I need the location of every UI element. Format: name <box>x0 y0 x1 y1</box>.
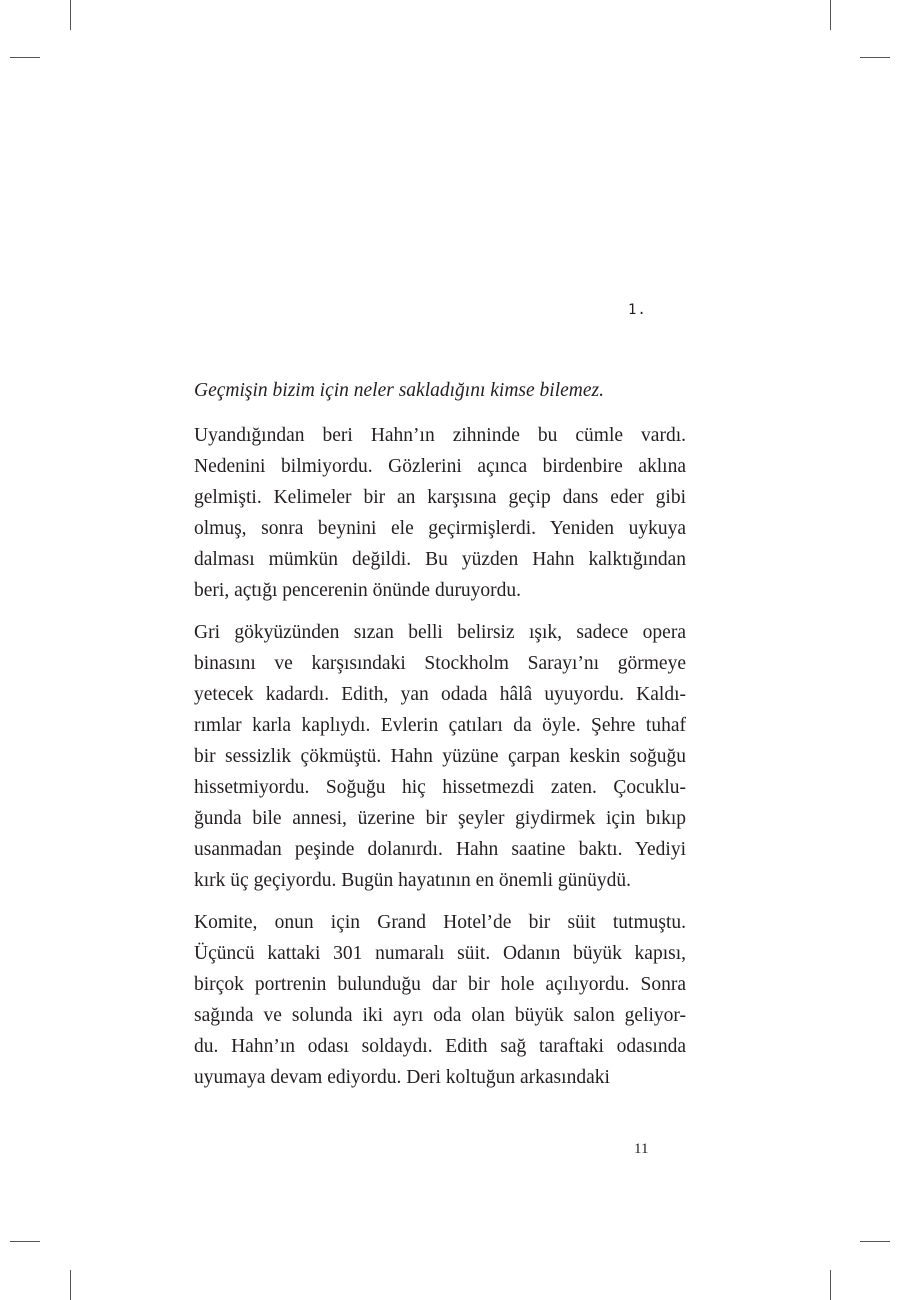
crop-mark-left-top <box>10 57 40 58</box>
text-line: ğunda bile annesi, üzerine bir şeyler giydirmek için bıkıp <box>194 808 686 829</box>
paragraphs <box>194 420 686 1093</box>
crop-mark-top-right <box>830 0 831 30</box>
crop-mark-top-left <box>70 0 71 30</box>
crop-mark-right-top <box>860 57 890 58</box>
crop-mark-left-bottom <box>10 1241 40 1242</box>
crop-mark-bottom-right <box>830 1270 831 1300</box>
text-line: kırk üç geçiyordu. Bugün hayatının en önemli günüydü. <box>194 870 632 891</box>
paragraph <box>194 907 686 1093</box>
text-line: du. Hahn’ın odası soldaydı. Edith sağ taraftaki odasında <box>194 1036 686 1057</box>
text-line: dalması mümkün değildi. Bu yüzden Hahn kalktığından <box>194 549 686 570</box>
text-line: Üçüncü kattaki 301 numaralı süit. Odanın büyük kapısı, <box>194 943 686 964</box>
chapter-number: 1. <box>628 302 647 318</box>
text-line: birçok portrenin bulunduğu dar bir hole açılıyordu. Sonra <box>194 974 686 995</box>
text-line: bir sessizlik çökmüştü. Hahn yüzüne çarpan keskin soğuğu <box>194 746 686 767</box>
epigraph: Geçmişin bizim için neler sakladığını kimse bilemez. <box>194 380 604 401</box>
page-number: 11 <box>634 1141 649 1157</box>
text-line: beri, açtığı pencerenin önünde duruyordu. <box>194 580 522 601</box>
paragraph <box>194 617 686 896</box>
text-line: sağında ve solunda iki ayrı oda olan büyük salon geliyor- <box>194 1005 686 1026</box>
text-line: gelmişti. Kelimeler bir an karşısına geçip dans eder gibi <box>194 487 686 508</box>
text-line: yetecek kadardı. Edith, yan odada hâlâ uyuyordu. Kaldı- <box>194 684 686 705</box>
text-line: Uyandığından beri Hahn’ın zihninde bu cümle vardı. <box>194 425 686 446</box>
crop-mark-bottom-left <box>70 1270 71 1300</box>
text-line: Komite, onun için Grand Hotel’de bir süit tutmuştu. <box>194 912 686 933</box>
text-line: binasını ve karşısındaki Stockholm Sarayı’nı görmeye <box>194 653 686 674</box>
crop-mark-right-bottom <box>860 1241 890 1242</box>
text-line: rımlar karla kaplıydı. Evlerin çatıları da öyle. Şehre tuhaf <box>194 715 686 736</box>
text-line: olmuş, sonra beynini ele geçirmişlerdi. Yeniden uykuya <box>194 518 686 539</box>
body-text <box>194 375 686 1104</box>
text-line: uyumaya devam ediyordu. Deri koltuğun arkasındaki <box>194 1067 610 1088</box>
paragraph <box>194 420 686 606</box>
text-line: hissetmiyordu. Soğuğu hiç hissetmezdi zaten. Çocuklu- <box>194 777 686 798</box>
text-line: Gri gökyüzünden sızan belli belirsiz ışık, sadece opera <box>194 622 686 643</box>
text-line: Nedenini bilmiyordu. Gözlerini açınca birdenbire aklına <box>194 456 686 477</box>
text-line: usanmadan peşinde dolanırdı. Hahn saatine baktı. Yediyi <box>194 839 686 860</box>
